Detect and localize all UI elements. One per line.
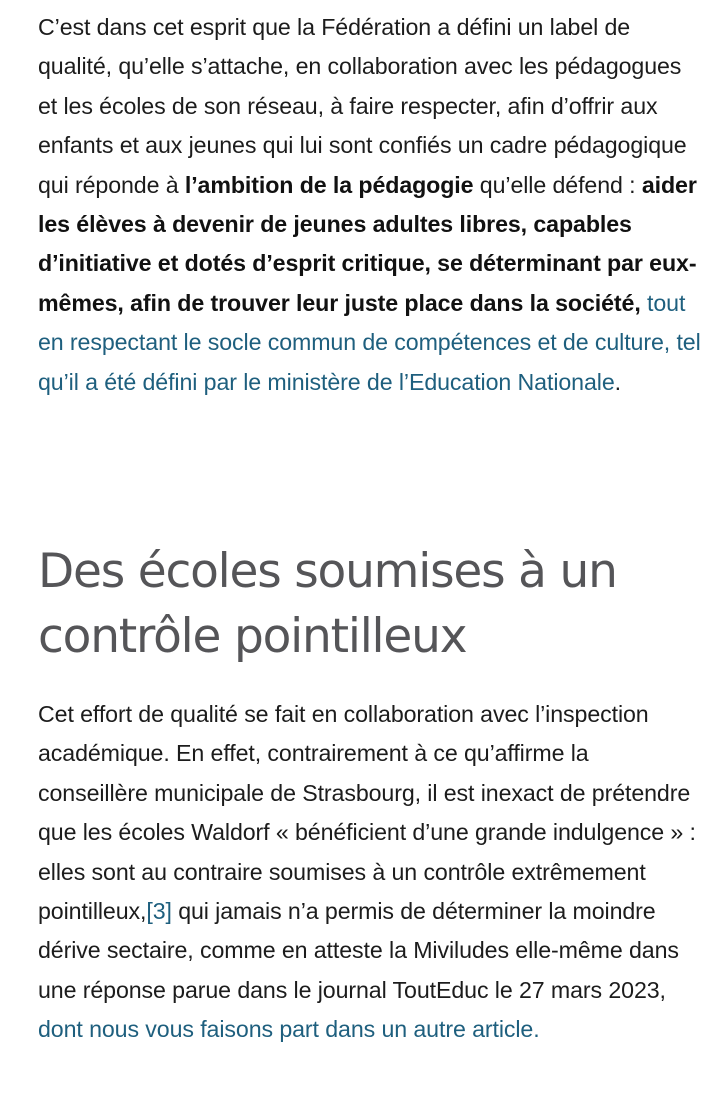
paragraph-federation-label <box>38 8 702 402</box>
paragraph-text: qu’elle défend : <box>473 171 642 198</box>
footnote-link-3[interactable]: [3] <box>146 898 172 925</box>
paragraph-text: . <box>614 368 621 395</box>
bold-text-mission: aider les élèves à devenir de jeunes adultes libres, capables d’initiative et dotés d’esprit critique, se déterminant par eux-mêmes, afin de trouver leur juste place dans la société, <box>38 171 697 316</box>
paragraph-inspection <box>38 695 702 1050</box>
bold-text-ambition: l’ambition de la pédagogie <box>184 171 474 198</box>
section-heading: Des écoles soumises à un contrôle pointilleux <box>38 544 617 664</box>
paragraph-text: qui jamais n’a permis de déterminer la moindre dérive sectaire, comme en atteste la Miviludes elle-même dans une réponse parue dans le journal ToutEduc le 27 mars 2023, <box>38 898 679 1003</box>
paragraph-text: Cet effort de qualité se fait en collaboration avec l’inspection académique. En effet, contrairement à ce qu’affirme la conseillère municipale de Strasbourg, il est inexact de prétendre que les écoles Waldorf « bénéficient d’une grande indulgence » : elles sont au contraire soumises à un contrôle extrêmement pointilleux, <box>38 701 696 925</box>
paragraph-text: C’est dans cet esprit que la Fédération a défini un label de qualité, qu’elle s’attache, en collaboration avec les pédagogues et les écoles de son réseau, à faire respecter, afin d’offrir aux enfants et aux jeunes qui lui sont confiés un cadre pédagogique qui réponde à <box>38 14 687 198</box>
link-socle-commun[interactable]: tout en respectant le socle commun de compétences et de culture, tel qu’il a été défini par le ministère de l’Education Nationale <box>38 289 701 395</box>
link-autre-article[interactable]: dont nous vous faisons part dans un autre article. <box>38 1016 540 1043</box>
